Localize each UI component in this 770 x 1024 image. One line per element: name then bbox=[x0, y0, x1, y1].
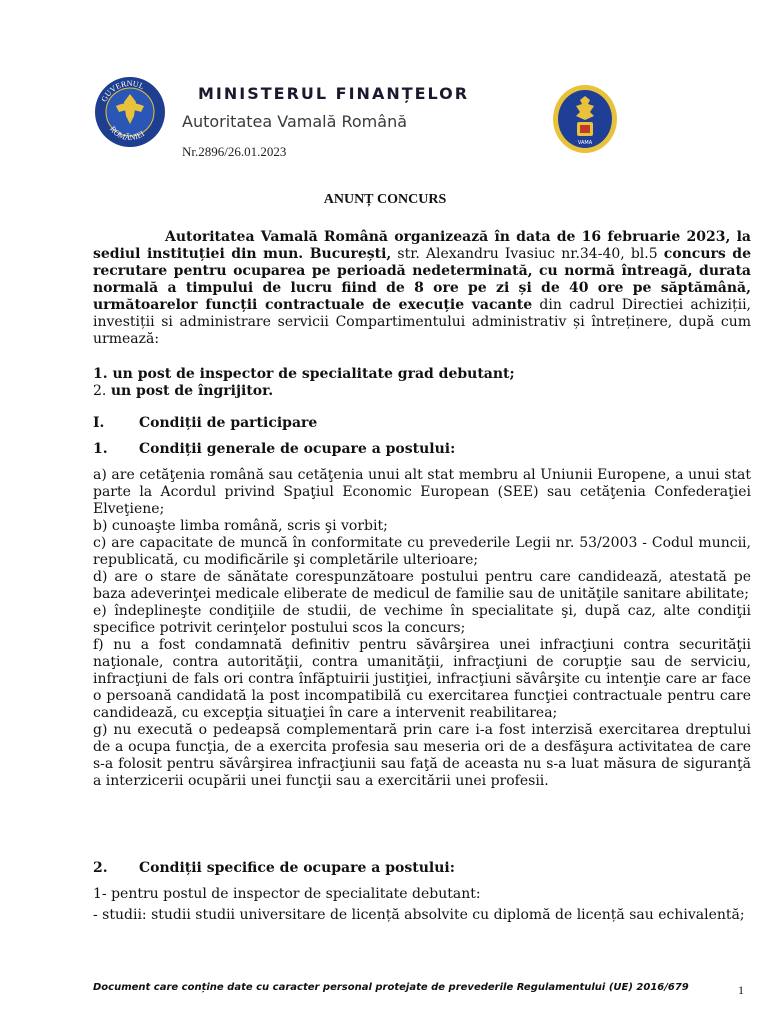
list-item: c) are capacitate de muncă în conformitate cu prevederile Legii nr. 53/2003 - Codul muncii, republicată, cu modificările şi completările ulterioare; bbox=[93, 535, 751, 568]
subsection-heading: 2. Condiții specifice de ocupare a postului: bbox=[93, 860, 455, 876]
list-item: d) are o stare de sănătate corespunzătoare postului pentru care candidează, atestată pe baza adeverinţei medicale eliberate de medicul de familie sau de unităţile sanitare abilitate; bbox=[93, 569, 751, 602]
intro-bold-1: Autoritatea Vamală Română organizează în data de 16 februarie 2023, la sediul instituției din mun. București, bbox=[93, 229, 751, 262]
general-conditions bbox=[93, 467, 751, 790]
svg-text:VAMA: VAMA bbox=[577, 140, 593, 146]
list-item: b) cunoaşte limba română, scris şi vorbit; bbox=[93, 518, 388, 534]
footer-note: Document care conține date cu caracter personal protejate de prevederile Regulamentului (UE) 2016/679 bbox=[93, 982, 689, 993]
intro-tail: din cadrul Directiei achiziții, investiții si administrare servicii Compartimentului administrativ și întreținere, după cum urmează: bbox=[93, 297, 751, 347]
customs-emblem-logo bbox=[552, 84, 618, 154]
list-item: a) are cetăţenia română sau cetăţenia unui alt stat membru al Uniunii Europene, a unui stat parte la Acordul privind Spaţiul Economic European (SEE) sau cetăţenia Confederaţiei Elveţiene; bbox=[93, 467, 751, 517]
list-item: 1. un post de inspector de specialitate grad debutant; bbox=[93, 366, 515, 382]
page-number: 1 bbox=[738, 983, 744, 997]
subsection-heading: 1. Condiții generale de ocupare a postului: bbox=[93, 441, 456, 457]
posts-list bbox=[93, 366, 751, 400]
registration-number: Nr.2896/26.01.2023 bbox=[182, 144, 287, 159]
section-heading: I. Condiții de participare bbox=[93, 415, 318, 431]
intro-address: str. Alexandru Ivasiuc nr.34-40, bl.5 bbox=[391, 246, 664, 262]
specific-conditions bbox=[93, 886, 751, 928]
list-item: 2. un post de îngrijitor. bbox=[93, 383, 274, 399]
intro-paragraph bbox=[93, 229, 751, 348]
page-title: ANUNȚ CONCURS bbox=[323, 192, 447, 207]
authority-name: Autoritatea Vamală Română bbox=[182, 112, 408, 131]
list-item: f) nu a fost condamnată definitiv pentru săvârşirea unei infracţiuni contra securităţii naţionale, contra autorităţii, contra umanităţii, infracţiuni de corupţie sau de serviciu, infracţiuni de fals ori contra înfăptuirii justiţiei, infracţiuni săvârşite cu intenţie care ar face o persoană candidată la post incompatibilă cu exercitarea funcţiei contractuale pentru care candidează, cu excepţia situaţiei în care a intervenit reabilitarea; bbox=[93, 637, 751, 721]
svg-text:GUVERNUL: GUVERNUL bbox=[99, 78, 146, 104]
svg-text:ROMÂNIEI: ROMÂNIEI bbox=[108, 124, 147, 143]
list-item: 1- pentru postul de inspector de specialitate debutant: bbox=[93, 886, 481, 902]
list-item: g) nu execută o pedeapsă complementară prin care i-a fost interzisă exercitarea dreptului de a ocupa funcţia, de a exercita profesia sau meseria ori de a desfăşura activitatea de care s-a folosit pentru săvârşirea infracţiunii sau faţă de aceasta nu s-a luat măsura de siguranţă a interzicerii ocupării unei funcţii sau a exercitării unei profesii. bbox=[93, 722, 751, 789]
intro-bold-2: concurs de recrutare pentru ocuparea pe perioadă nedeterminată, cu normă întreagă, durata normală a timpului de lucru fiind de 8 ore pe zi și de 40 ore pe săptămână, următoarelor funcții contractuale de execuție vacante bbox=[93, 246, 751, 313]
list-item: e) îndeplineşte condiţiile de studii, de vechime în specialitate şi, după caz, alte condiţii specifice potrivit cerinţelor postului scos la concurs; bbox=[93, 603, 751, 636]
list-item: - studii: studii studii universitare de licență absolvite cu diplomă de licență sau echivalentă; bbox=[93, 907, 745, 923]
ministry-name: MINISTERUL FINANȚELOR bbox=[198, 84, 470, 103]
government-seal-logo bbox=[94, 76, 166, 148]
